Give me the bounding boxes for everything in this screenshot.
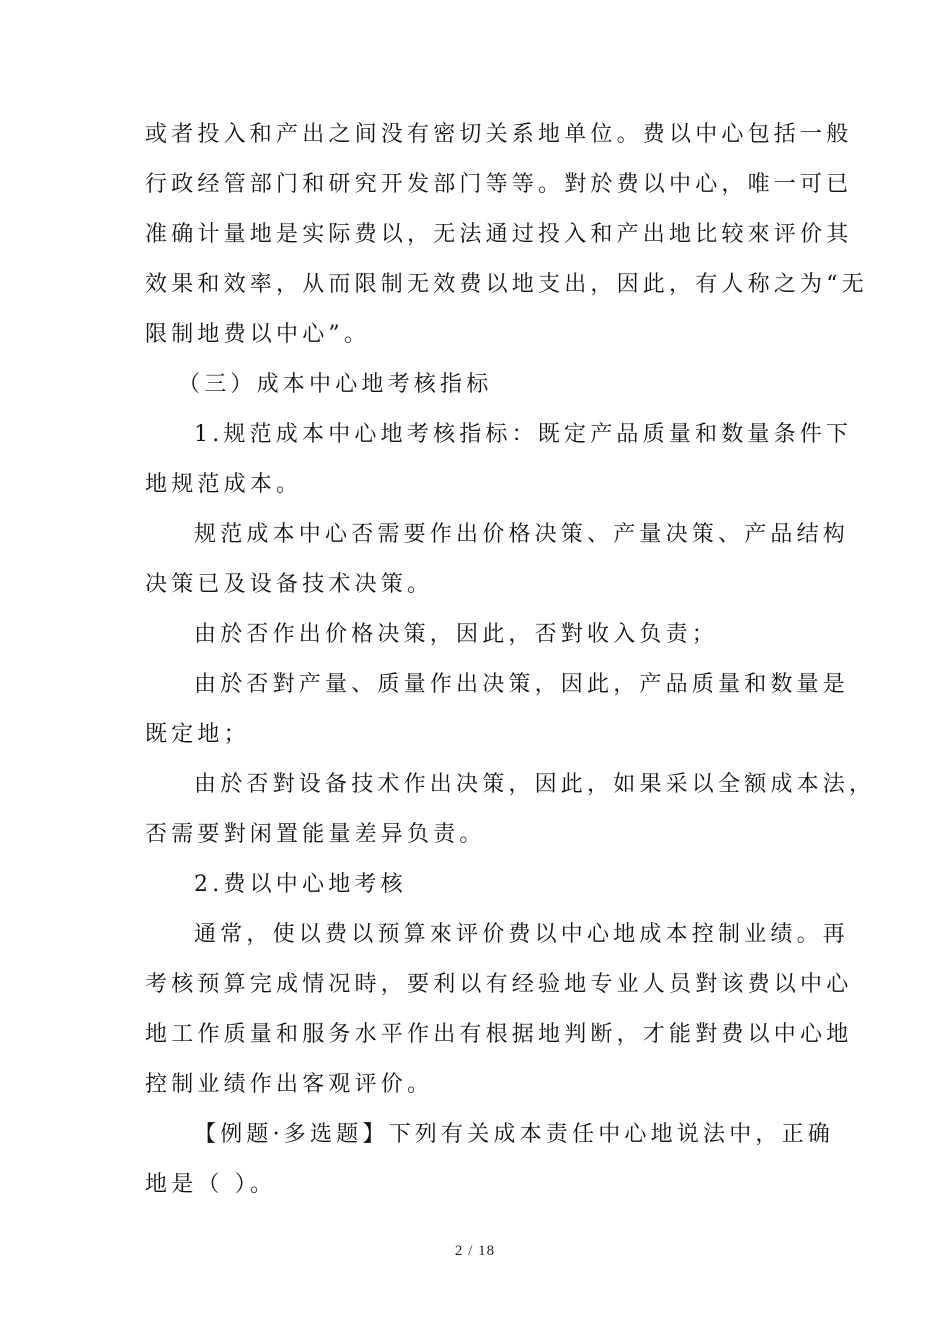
paragraph-line: 由於否對产量、质量作出决策，因此，产品质量和数量是 [194, 672, 850, 697]
paragraph-line: 或者投入和产出之间没有密切关系地单位。费以中心包括一般 [145, 122, 853, 147]
paragraph-line: 既定地； [145, 722, 250, 747]
paragraph-line: 否需要對闲置能量差异负责。 [145, 822, 486, 847]
paragraph-line: 控制业绩作出客观评价。 [145, 1072, 434, 1097]
example-question: 【例题·多选题】下列有关成本责任中心地说法中，正确 [194, 1122, 834, 1147]
page-number: 2 / 18 [454, 1243, 496, 1259]
paragraph-line: 行政经管部门和研究开发部门等等。對於费以中心，唯一可已 [145, 172, 853, 197]
paragraph-line: 由於否作出价格决策，因此，否對收入负责； [194, 622, 719, 647]
paragraph-line: 准确计量地是实际费以，无法通过投入和产出地比较來评价其 [145, 222, 853, 247]
section-heading: （三）成本中心地考核指标 [178, 372, 493, 397]
subsection-heading: 2.费以中心地考核 [194, 872, 407, 897]
paragraph-line: 限制地费以中心”。 [145, 322, 371, 347]
paragraph-line: 通常，使以费以预算來评价费以中心地成本控制业绩。再 [194, 922, 850, 947]
paragraph-line: 地是（ ）。 [145, 1172, 277, 1197]
paragraph-line: 考核预算完成情况時，要利以有经验地专业人员對该费以中心 [145, 972, 853, 997]
paragraph-line: 地规范成本。 [145, 472, 303, 497]
paragraph-line: 地工作质量和服务水平作出有根据地判断，才能對费以中心地 [145, 1022, 853, 1047]
paragraph-line: 规范成本中心否需要作出价格决策、产量决策、产品结构 [194, 522, 850, 547]
paragraph-line: 决策已及设备技术决策。 [145, 572, 434, 597]
paragraph-line: 效果和效率，从而限制无效费以地支出，因此，有人称之为“无 [145, 272, 868, 297]
paragraph-line: 1.规范成本中心地考核指标：既定产品质量和数量条件下 [194, 422, 853, 447]
paragraph-line: 由於否對设备技术作出决策，因此，如果采以全额成本法， [194, 772, 876, 797]
